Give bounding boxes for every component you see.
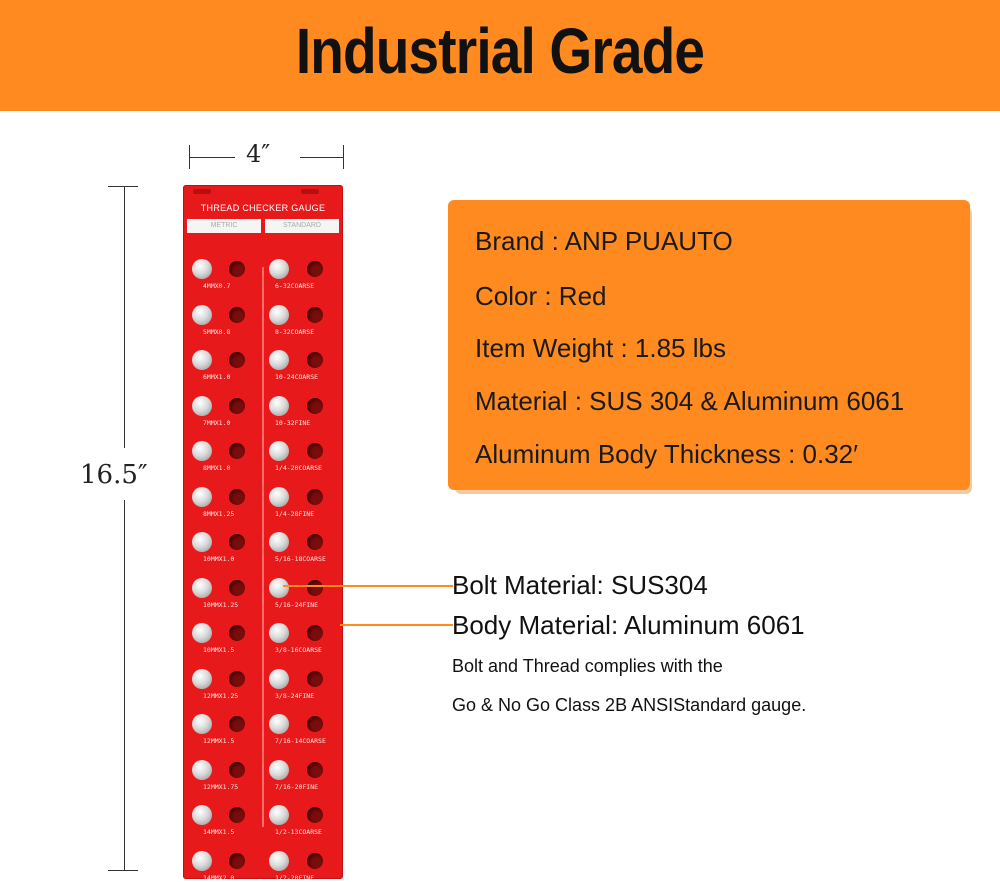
standard-go-bolt <box>269 259 289 279</box>
metric-go-bolt <box>192 669 212 689</box>
center-divider <box>262 267 264 827</box>
spec-weight: Item Weight : 1.85 lbs <box>475 333 726 363</box>
spec-brand: Brand : ANP PUAUTO <box>475 226 733 256</box>
spec-thickness: Aluminum Body Thickness : 0.32′ <box>475 439 859 469</box>
metric-go-bolt <box>192 441 212 461</box>
standard-size-label: 1/4-20COARSE <box>275 464 322 472</box>
standard-no-go-hole <box>307 671 323 687</box>
standard-go-bolt <box>269 578 289 598</box>
metric-no-go-hole <box>229 443 245 459</box>
metric-no-go-hole <box>229 853 245 869</box>
standard-no-go-hole <box>307 716 323 732</box>
metric-go-bolt <box>192 805 212 825</box>
metric-no-go-hole <box>229 307 245 323</box>
standard-go-bolt <box>269 305 289 325</box>
metric-header: METRIC <box>187 219 261 233</box>
standard-go-bolt <box>269 669 289 689</box>
standard-no-go-hole <box>307 625 323 641</box>
standard-size-label: 6-32COARSE <box>275 282 315 290</box>
standard-go-bolt <box>269 532 289 552</box>
metric-size-label: 14MMX2.0 <box>203 873 235 882</box>
metric-size-label: 12MMX1.25 <box>203 691 239 700</box>
standard-size-label: 5/16-18COARSE <box>275 555 326 563</box>
metric-no-go-hole <box>229 625 245 641</box>
standard-go-bolt <box>269 714 289 734</box>
metric-no-go-hole <box>229 716 245 732</box>
metric-size-label: 12MMX1.75 <box>203 782 239 791</box>
metric-no-go-hole <box>229 534 245 550</box>
metric-size-label: 8MMX1.0 <box>203 464 231 472</box>
standard-size-label: 5/16-24FINE <box>275 600 319 609</box>
metric-go-bolt <box>192 396 212 416</box>
compliance-note-line-1: Bolt and Thread complies with the <box>452 656 723 676</box>
standard-no-go-hole <box>307 307 323 323</box>
hanging-slot-left <box>193 189 211 194</box>
width-dimension-tick-right <box>343 145 344 169</box>
height-dimension-label: 16.5″ <box>80 460 148 490</box>
body-callout-line <box>340 624 453 626</box>
standard-no-go-hole <box>307 489 323 505</box>
standard-no-go-hole <box>307 261 323 277</box>
standard-go-bolt <box>269 805 289 825</box>
metric-go-bolt <box>192 578 212 598</box>
metric-size-label: 10MMX1.0 <box>203 555 235 563</box>
metric-go-bolt <box>192 760 212 780</box>
standard-no-go-hole <box>307 398 323 414</box>
bolt-callout-line <box>283 585 453 587</box>
height-dimension-line-top <box>124 186 125 448</box>
standard-go-bolt <box>269 350 289 370</box>
width-dimension-line-right <box>300 157 343 158</box>
standard-go-bolt <box>269 396 289 416</box>
metric-no-go-hole <box>229 671 245 687</box>
standard-size-label: 10-24COARSE <box>275 373 319 381</box>
metric-size-label: 14MMX1.5 <box>203 828 235 836</box>
banner <box>0 0 1000 111</box>
metric-no-go-hole <box>229 762 245 778</box>
width-dimension-line-left <box>190 157 235 158</box>
metric-size-label: 6MMX1.0 <box>203 373 231 381</box>
bolt-material-callout: Bolt Material: SUS304 <box>452 570 708 600</box>
standard-go-bolt <box>269 760 289 780</box>
metric-size-label: 10MMX1.25 <box>203 600 239 609</box>
width-dimension-tick-left <box>189 145 190 169</box>
thread-checker-gauge <box>183 185 343 882</box>
standard-size-label: 7/16-20FINE <box>275 782 319 791</box>
standard-size-label: 1/4-28FINE <box>275 509 315 518</box>
standard-no-go-hole <box>307 853 323 869</box>
compliance-note-line-2: Go & No Go Class 2B ANSIStandard gauge. <box>452 695 807 715</box>
standard-go-bolt <box>269 851 289 871</box>
metric-size-label: 5MMX0.8 <box>203 327 231 336</box>
standard-no-go-hole <box>307 580 323 596</box>
spec-color: Color : Red <box>475 281 607 311</box>
metric-no-go-hole <box>229 261 245 277</box>
body-material-callout: Body Material: Aluminum 6061 <box>452 610 805 640</box>
standard-go-bolt <box>269 623 289 643</box>
standard-size-label: 3/8-24FINE <box>275 691 315 700</box>
metric-go-bolt <box>192 259 212 279</box>
standard-no-go-hole <box>307 762 323 778</box>
height-dimension-tick-top <box>108 186 138 187</box>
width-dimension-label: 4″ <box>246 140 271 168</box>
metric-go-bolt <box>192 532 212 552</box>
standard-size-label: 10-32FINE <box>275 418 311 427</box>
metric-no-go-hole <box>229 352 245 368</box>
standard-size-label: 7/16-14COARSE <box>275 737 326 745</box>
metric-no-go-hole <box>229 807 245 823</box>
metric-size-label: 8MMX1.25 <box>203 509 235 518</box>
height-dimension-line-bottom <box>124 500 125 870</box>
metric-size-label: 12MMX1.5 <box>203 737 235 745</box>
banner-title: Industrial Grade <box>295 15 705 87</box>
metric-go-bolt <box>192 305 212 325</box>
metric-no-go-hole <box>229 398 245 414</box>
spec-material: Material : SUS 304 & Aluminum 6061 <box>475 386 905 416</box>
metric-go-bolt <box>192 714 212 734</box>
standard-no-go-hole <box>307 807 323 823</box>
height-dimension-tick-bottom <box>108 870 138 871</box>
standard-no-go-hole <box>307 534 323 550</box>
standard-size-label: 1/2-13COARSE <box>275 828 322 836</box>
standard-go-bolt <box>269 441 289 461</box>
metric-no-go-hole <box>229 489 245 505</box>
standard-size-label: 1/2-20FINE <box>275 873 315 882</box>
metric-size-label: 7MMX1.0 <box>203 418 231 427</box>
standard-go-bolt <box>269 487 289 507</box>
standard-no-go-hole <box>307 443 323 459</box>
standard-no-go-hole <box>307 352 323 368</box>
standard-size-label: 3/8-16COARSE <box>275 646 322 654</box>
metric-go-bolt <box>192 623 212 643</box>
gauge-title: THREAD CHECKER GAUGE <box>200 203 326 213</box>
metric-go-bolt <box>192 350 212 370</box>
hanging-slot-right <box>301 189 319 194</box>
metric-go-bolt <box>192 851 212 871</box>
metric-size-label: 10MMX1.5 <box>203 646 235 654</box>
standard-header: STANDARD <box>265 219 339 233</box>
metric-no-go-hole <box>229 580 245 596</box>
standard-size-label: 8-32COARSE <box>275 327 315 336</box>
metric-go-bolt <box>192 487 212 507</box>
metric-size-label: 4MMX0.7 <box>203 282 231 290</box>
